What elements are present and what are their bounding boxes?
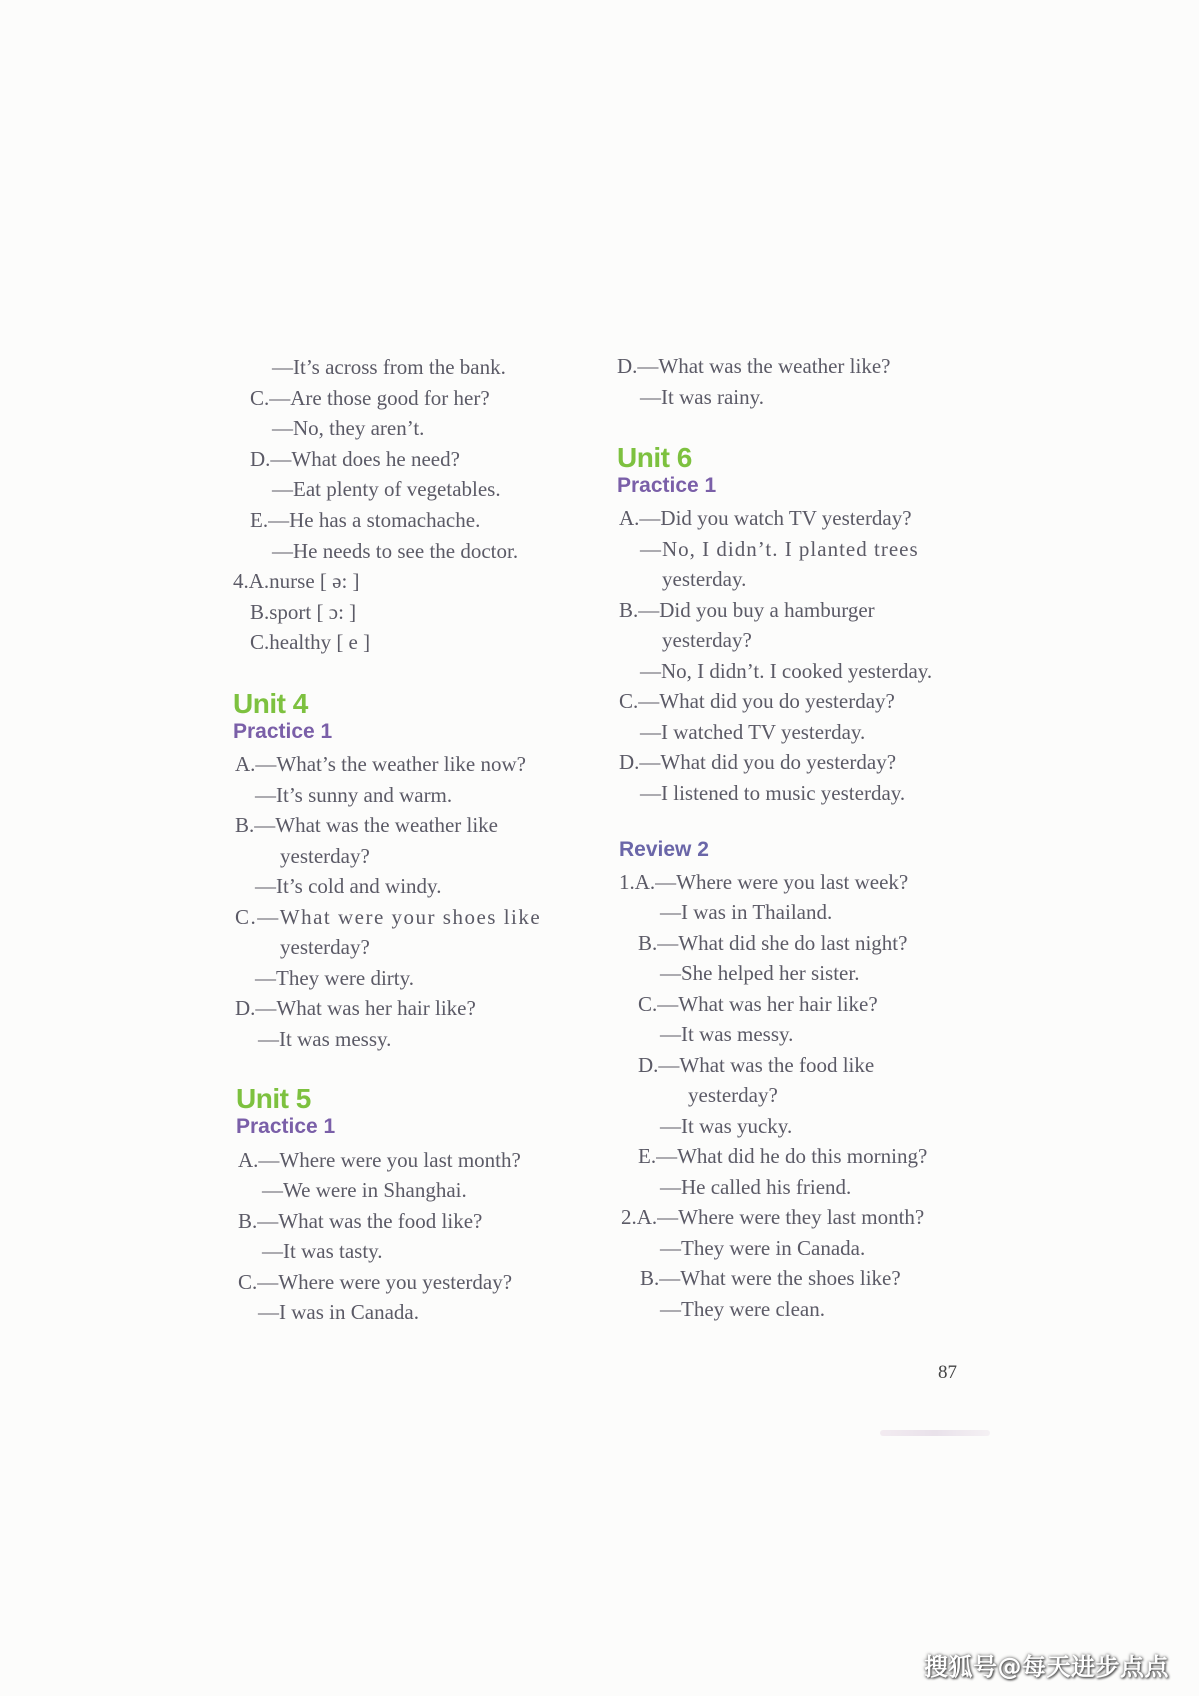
answer-line: A.—What’s the weather like now?	[235, 752, 526, 776]
unit6-heading: Unit 6	[617, 442, 692, 473]
answer-line: 1.A.—Where were you last week?	[619, 870, 909, 894]
answer-line: —Eat plenty of vegetables.	[272, 477, 501, 501]
scan-smudge	[880, 1430, 990, 1436]
answer-line: —It’s sunny and warm.	[255, 783, 453, 807]
answer-line: B.—What was the food like?	[238, 1209, 483, 1233]
unit5-subheading: Practice 1	[236, 1115, 336, 1138]
unit4-subheading: Practice 1	[233, 720, 333, 743]
answer-line: —No, they aren’t.	[272, 416, 425, 440]
answer-line: —I watched TV yesterday.	[640, 720, 866, 744]
answer-line: B.—What did she do last night?	[638, 931, 908, 955]
unit5-heading: Unit 5	[236, 1083, 311, 1114]
answer-line: yesterday?	[280, 935, 370, 959]
answer-line: yesterday?	[688, 1083, 778, 1107]
page-number: 87	[938, 1362, 957, 1383]
answer-line: D.—What does he need?	[250, 447, 460, 471]
answer-line: A.—Where were you last month?	[238, 1148, 521, 1172]
answer-line: —They were in Canada.	[660, 1236, 866, 1260]
answer-line: D.—What was her hair like?	[235, 996, 476, 1020]
review2-heading: Review 2	[619, 838, 709, 861]
answer-line: B.—What was the weather like	[235, 813, 498, 837]
answer-line: —It was yucky.	[660, 1114, 793, 1138]
answer-line: D.—What was the food like	[638, 1053, 875, 1077]
answer-line: —She helped her sister.	[660, 961, 860, 985]
answer-line: C.—What did you do yesterday?	[619, 689, 895, 713]
answer-line: —We were in Shanghai.	[262, 1178, 467, 1202]
answer-line: B.—Did you buy a hamburger	[619, 598, 875, 622]
answer-line: —It’s across from the bank.	[272, 355, 506, 379]
answer-line: D.—What did you do yesterday?	[619, 750, 897, 774]
unit4-heading: Unit 4	[233, 688, 308, 719]
answer-line: C.—Are those good for her?	[250, 386, 490, 410]
answer-line: yesterday.	[662, 567, 747, 591]
answer-line: —They were clean.	[660, 1297, 825, 1321]
answer-line: A.—Did you watch TV yesterday?	[619, 506, 912, 530]
answer-line: —He needs to see the doctor.	[272, 539, 519, 563]
unit6-subheading: Practice 1	[617, 474, 717, 497]
answer-line: —I was in Thailand.	[660, 900, 833, 924]
answer-line: 4.A.nurse [ ə: ]	[233, 569, 360, 593]
answer-line: —They were dirty.	[255, 966, 414, 990]
answer-line: E.—What did he do this morning?	[638, 1144, 928, 1168]
answer-line: C.—Where were you yesterday?	[238, 1270, 513, 1294]
answer-line: C.—What were your shoes like	[235, 905, 542, 929]
answer-line: C.—What was her hair like?	[638, 992, 878, 1016]
answer-line: C.healthy [ e ]	[250, 630, 371, 654]
answer-line: —He called his friend.	[660, 1175, 852, 1199]
answer-line: B.—What were the shoes like?	[640, 1266, 901, 1290]
answer-line: —It was tasty.	[262, 1239, 383, 1263]
answer-line: —I listened to music yesterday.	[640, 781, 906, 805]
answer-line: yesterday?	[662, 628, 752, 652]
answer-line: 2.A.—Where were they last month?	[621, 1205, 925, 1229]
answer-line: —It was rainy.	[640, 385, 765, 409]
answer-line: D.—What was the weather like?	[617, 354, 891, 378]
answer-line: E.—He has a stomachache.	[250, 508, 481, 532]
answer-line: —It was messy.	[258, 1027, 392, 1051]
answer-line: —It was messy.	[660, 1022, 794, 1046]
answer-line: —I was in Canada.	[258, 1300, 419, 1324]
answer-line: —No, I didn’t. I cooked yesterday.	[640, 659, 933, 683]
answer-line: —No, I didn’t. I planted trees	[640, 537, 919, 561]
watermark: 搜狐号@每天进步点点	[924, 1653, 1169, 1681]
answer-line: B.sport [ ɔ: ]	[250, 600, 357, 624]
answer-line: yesterday?	[280, 844, 370, 868]
answer-line: —It’s cold and windy.	[255, 874, 442, 898]
